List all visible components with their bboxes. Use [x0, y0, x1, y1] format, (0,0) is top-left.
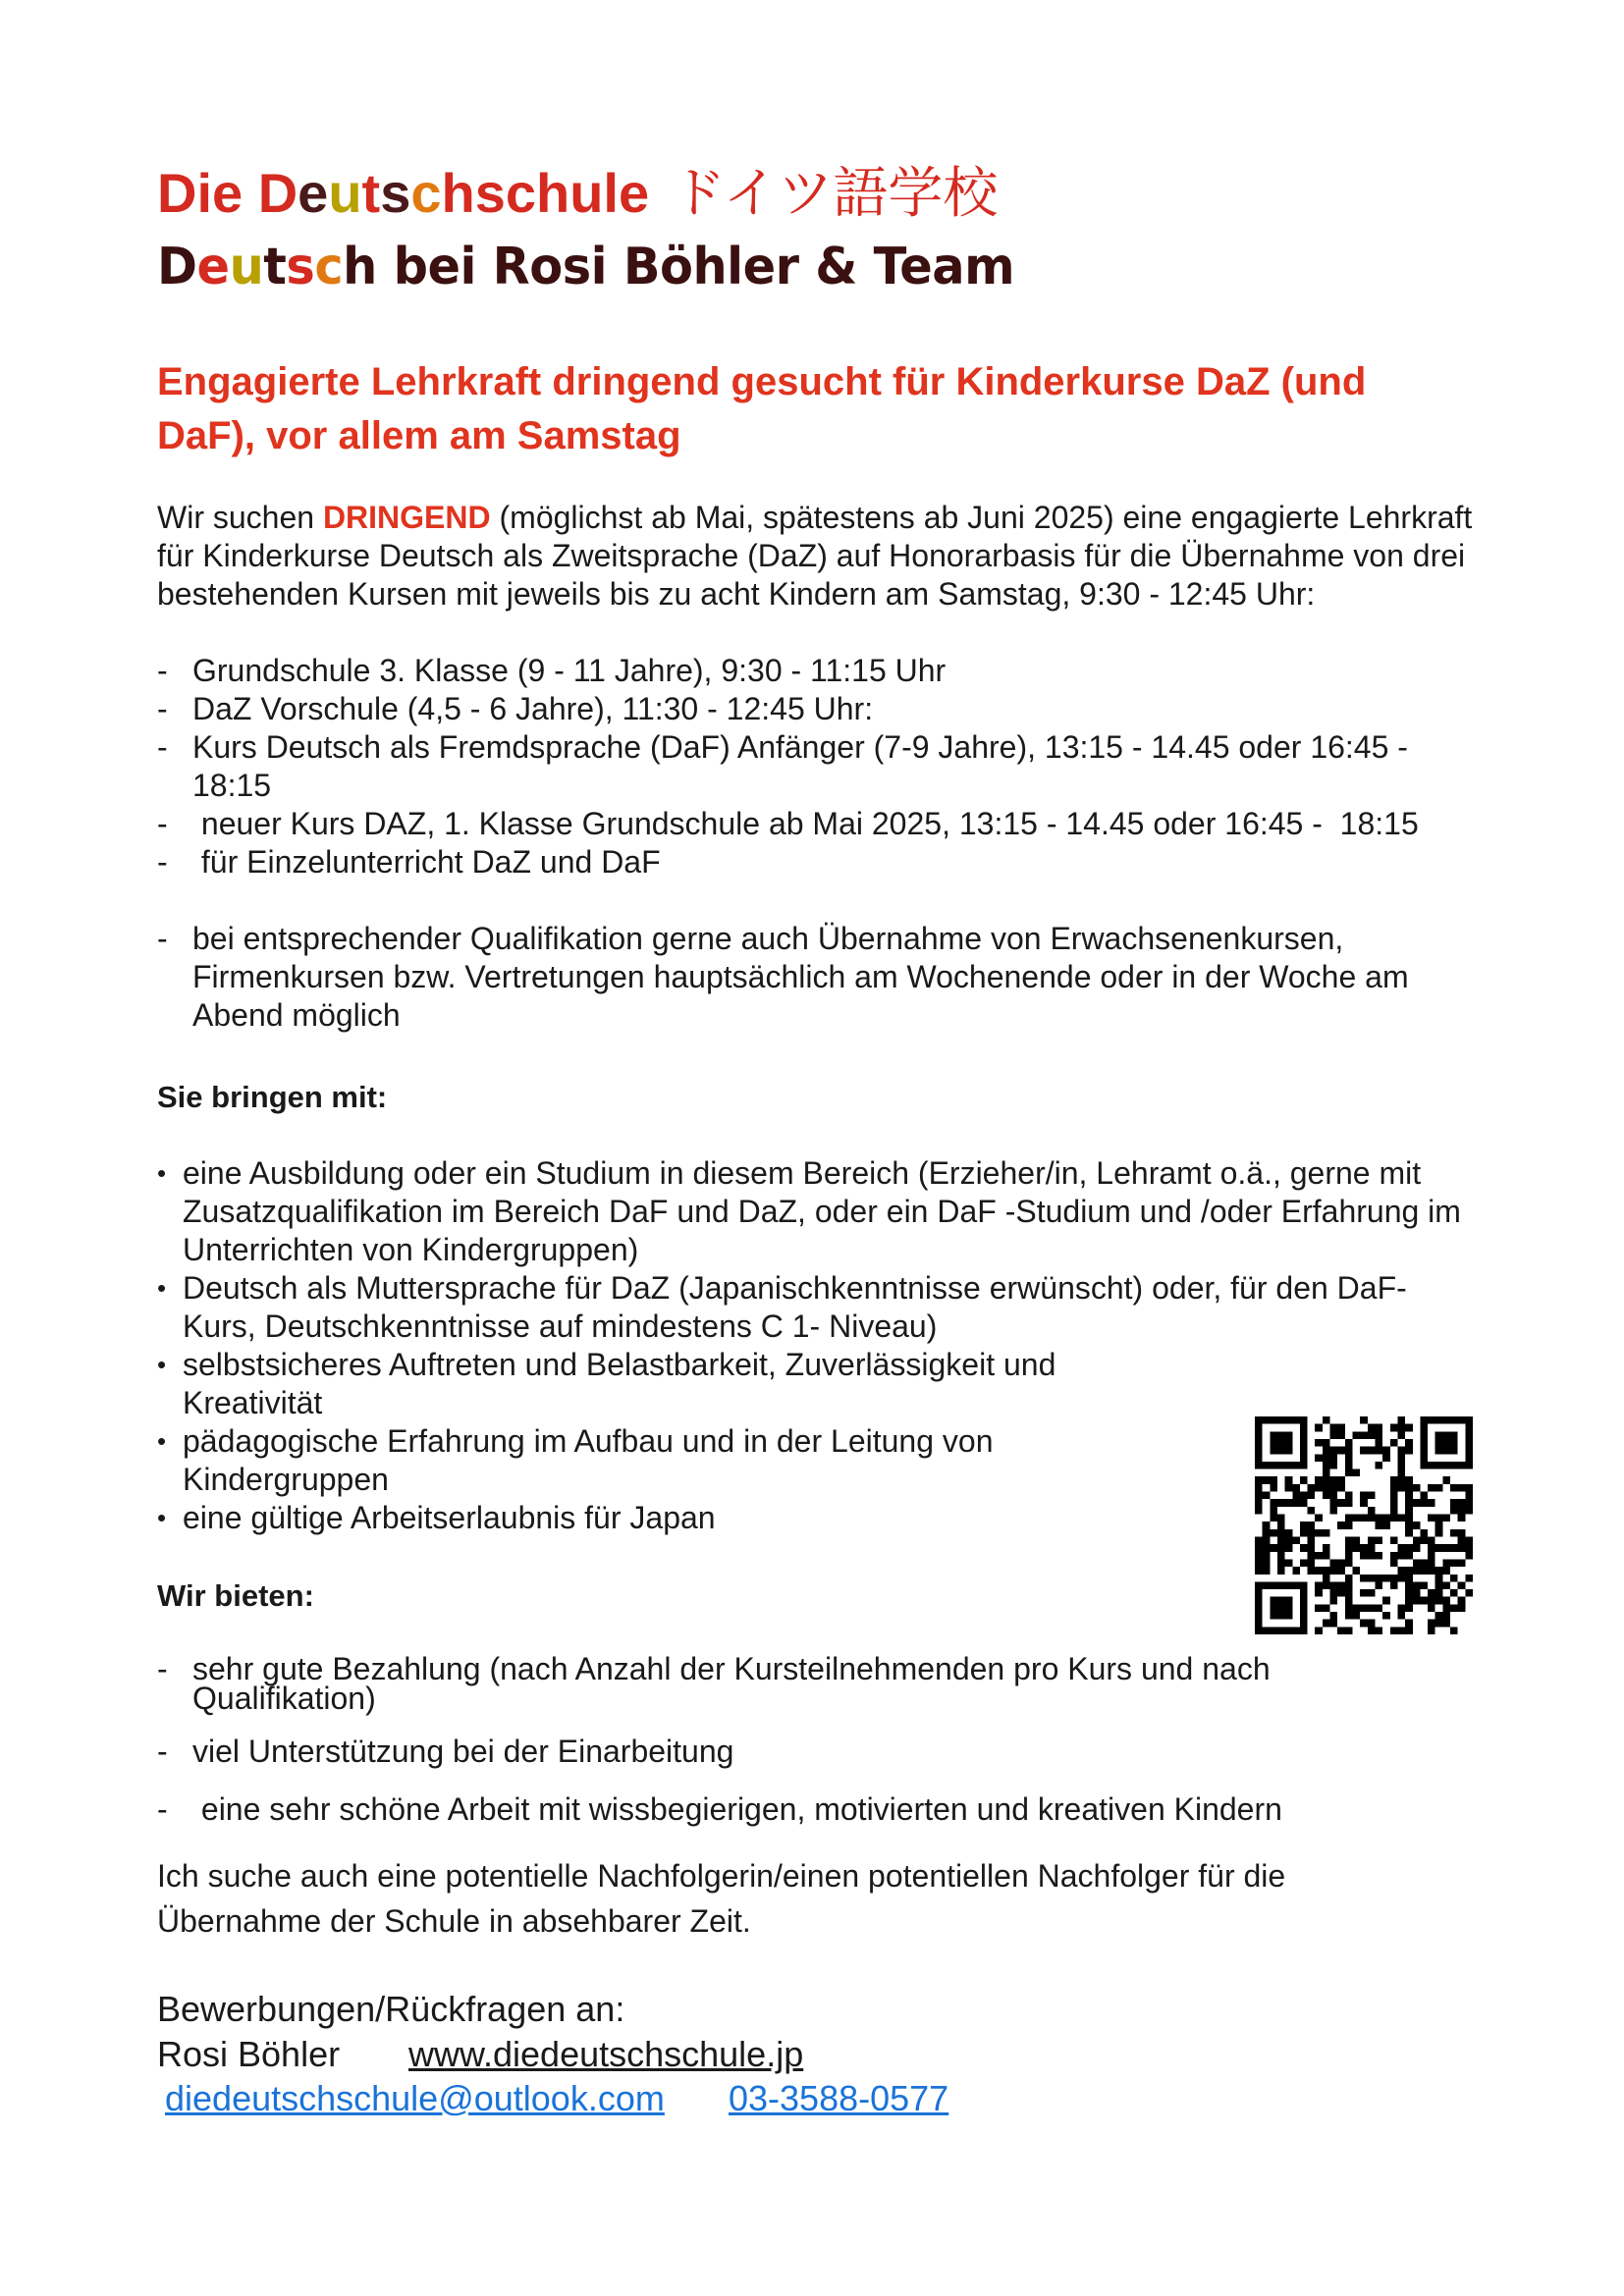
title-letter-segment: D: [257, 162, 298, 224]
course-text: für Einzelunterricht DaZ und DaF: [192, 844, 661, 880]
closing-paragraph: Ich suche auch eine potentielle Nachfolgerin/einen potentiellen Nachfolger für die Übernahme der Schule in absehbarer Zeit.: [157, 1858, 1286, 1939]
title-letter-segment: D: [157, 238, 197, 296]
intro-paragraph: [157, 499, 1473, 614]
title-letter-segment: t: [263, 238, 287, 296]
dash-icon: -: [157, 806, 168, 841]
title-letter-segment: s: [286, 238, 315, 296]
dash-icon: -: [157, 1791, 168, 1827]
list-item: [157, 690, 1492, 728]
bullet-icon: •: [157, 1350, 167, 1379]
list-item: [157, 1346, 1125, 1422]
contact-heading: Bewerbungen/Rückfragen an:: [157, 1989, 625, 2029]
bullet-icon: •: [157, 1273, 167, 1303]
list-item: [157, 1499, 1125, 1537]
offer-text: sehr gute Bezahlung (nach Anzahl der Kursteilnehmenden pro Kurs und nach Qualifikation): [192, 1651, 1271, 1716]
dash-icon: -: [157, 729, 168, 765]
page-title: [157, 159, 998, 229]
title-japanese: ドイツ語学校: [671, 162, 999, 226]
title-letter-segment: e: [196, 238, 230, 296]
title-letter-segment: u: [229, 238, 264, 296]
offer-text: viel Unterstützung bei der Einarbeitung: [192, 1734, 734, 1769]
dash-icon: -: [157, 1734, 168, 1769]
page-subtitle: [157, 236, 1014, 298]
requirements-heading: Sie bringen mit:: [157, 1080, 388, 1114]
list-item: [157, 1154, 1479, 1269]
title-letter-segment: e: [298, 162, 329, 224]
course-list: [157, 652, 1492, 881]
dash-icon: -: [157, 844, 168, 880]
offer-heading: Wir bieten:: [157, 1578, 314, 1613]
offer-list: [157, 1651, 1282, 1848]
list-item: [157, 652, 1492, 690]
dash-icon: -: [157, 653, 168, 688]
dash-icon: -: [157, 691, 168, 726]
requirement-text: pädagogische Erfahrung im Aufbau und in der Leitung von Kindergruppen: [183, 1423, 994, 1497]
list-item: [157, 843, 1492, 881]
list-item: [157, 920, 1492, 1035]
bullet-icon: •: [157, 1503, 167, 1532]
course-text: DaZ Vorschule (4,5 - 6 Jahre), 11:30 - 12:45 Uhr:: [192, 691, 874, 726]
title-letter-segment: h bei Rosi Böhler & Team: [343, 238, 1015, 296]
list-item: [157, 1422, 1125, 1499]
title-letter-segment: c: [314, 238, 344, 296]
extra-list: [157, 920, 1492, 1035]
course-text: Grundschule 3. Klasse (9 - 11 Jahre), 9:30 - 11:15 Uhr: [192, 653, 947, 688]
course-text: Kurs Deutsch als Fremdsprache (DaF) Anfänger (7-9 Jahre), 13:15 - 14.45 oder 16:45 - 18:15: [192, 729, 1408, 803]
intro-after: (möglichst ab Mai, spätestens ab Juni 2025) eine engagierte Lehrkraft für Kinderkurse Deutsch als Zweitsprache (DaZ) auf Honorarbasis für die Übernahme von drei bestehenden Kursen mit jeweils bis zu acht Kindern am Samstag, 9:30 - 12:45 Uhr:: [157, 500, 1473, 612]
dash-icon: -: [157, 921, 168, 956]
list-item: [157, 728, 1492, 805]
title-letter-segment: Die: [157, 162, 258, 224]
extra-text: bei entsprechender Qualifikation gerne auch Übernahme von Erwachsenenkursen, Firmenkursen bzw. Vertretungen hauptsächlich am Wochenende oder in der Woche am Abend möglich: [192, 921, 1409, 1033]
offer-text: eine sehr schöne Arbeit mit wissbegierigen, motivierten und kreativen Kindern: [192, 1791, 1282, 1827]
contact-name: Rosi Böhler: [157, 2034, 341, 2074]
intro-before: Wir suchen: [157, 500, 323, 535]
phone-link[interactable]: 03-3588-0577: [729, 2078, 949, 2118]
list-item: [157, 1269, 1479, 1346]
job-headline: Engagierte Lehrkraft dringend gesucht für Kinderkurse DaZ (und DaF), vor allem am Samstag: [157, 360, 1367, 457]
title-letter-segment: s: [380, 162, 411, 224]
qr-code-icon[interactable]: [1255, 1416, 1473, 1634]
requirement-text: Deutsch als Muttersprache für DaZ (Japanischkenntnisse erwünscht) oder, für den DaF-Kurs, Deutschkenntnisse auf mindestens C 1- Niveau): [183, 1270, 1407, 1344]
email-link[interactable]: diedeutschschule@outlook.com: [165, 2078, 665, 2118]
title-letter-segment: t: [361, 162, 381, 224]
list-item: [157, 805, 1492, 843]
course-text: neuer Kurs DAZ, 1. Klasse Grundschule ab Mai 2025, 13:15 - 14.45 oder 16:45 - 18:15: [192, 806, 1419, 841]
title-colored-text: [157, 162, 649, 224]
subtitle-colored-text: [157, 238, 1014, 296]
website-link[interactable]: www.diedeutschschule.jp: [408, 2034, 804, 2074]
title-letter-segment: c: [410, 162, 442, 224]
requirement-text: eine Ausbildung oder ein Studium in diesem Bereich (Erzieher/in, Lehramt o.ä., gerne mit Zusatzqualifikation im Bereich DaF und DaZ, oder ein DaF -Studium und /oder Erfahrung im Unterrichten von Kindergruppen): [183, 1155, 1461, 1267]
requirement-text: selbstsicheres Auftreten und Belastbarkeit, Zuverlässigkeit und Kreativität: [183, 1347, 1056, 1420]
title-letter-segment: hschule: [441, 162, 650, 224]
bullet-icon: •: [157, 1426, 167, 1456]
title-letter-segment: u: [328, 162, 362, 224]
dash-icon: -: [157, 1651, 168, 1686]
bullet-icon: •: [157, 1158, 167, 1188]
intro-highlight: DRINGEND: [322, 500, 491, 535]
list-item: [157, 1651, 1272, 1716]
requirement-text: eine gültige Arbeitserlaubnis für Japan: [183, 1500, 716, 1535]
list-item: [157, 1790, 1508, 1829]
list-item: [157, 1733, 1237, 1771]
